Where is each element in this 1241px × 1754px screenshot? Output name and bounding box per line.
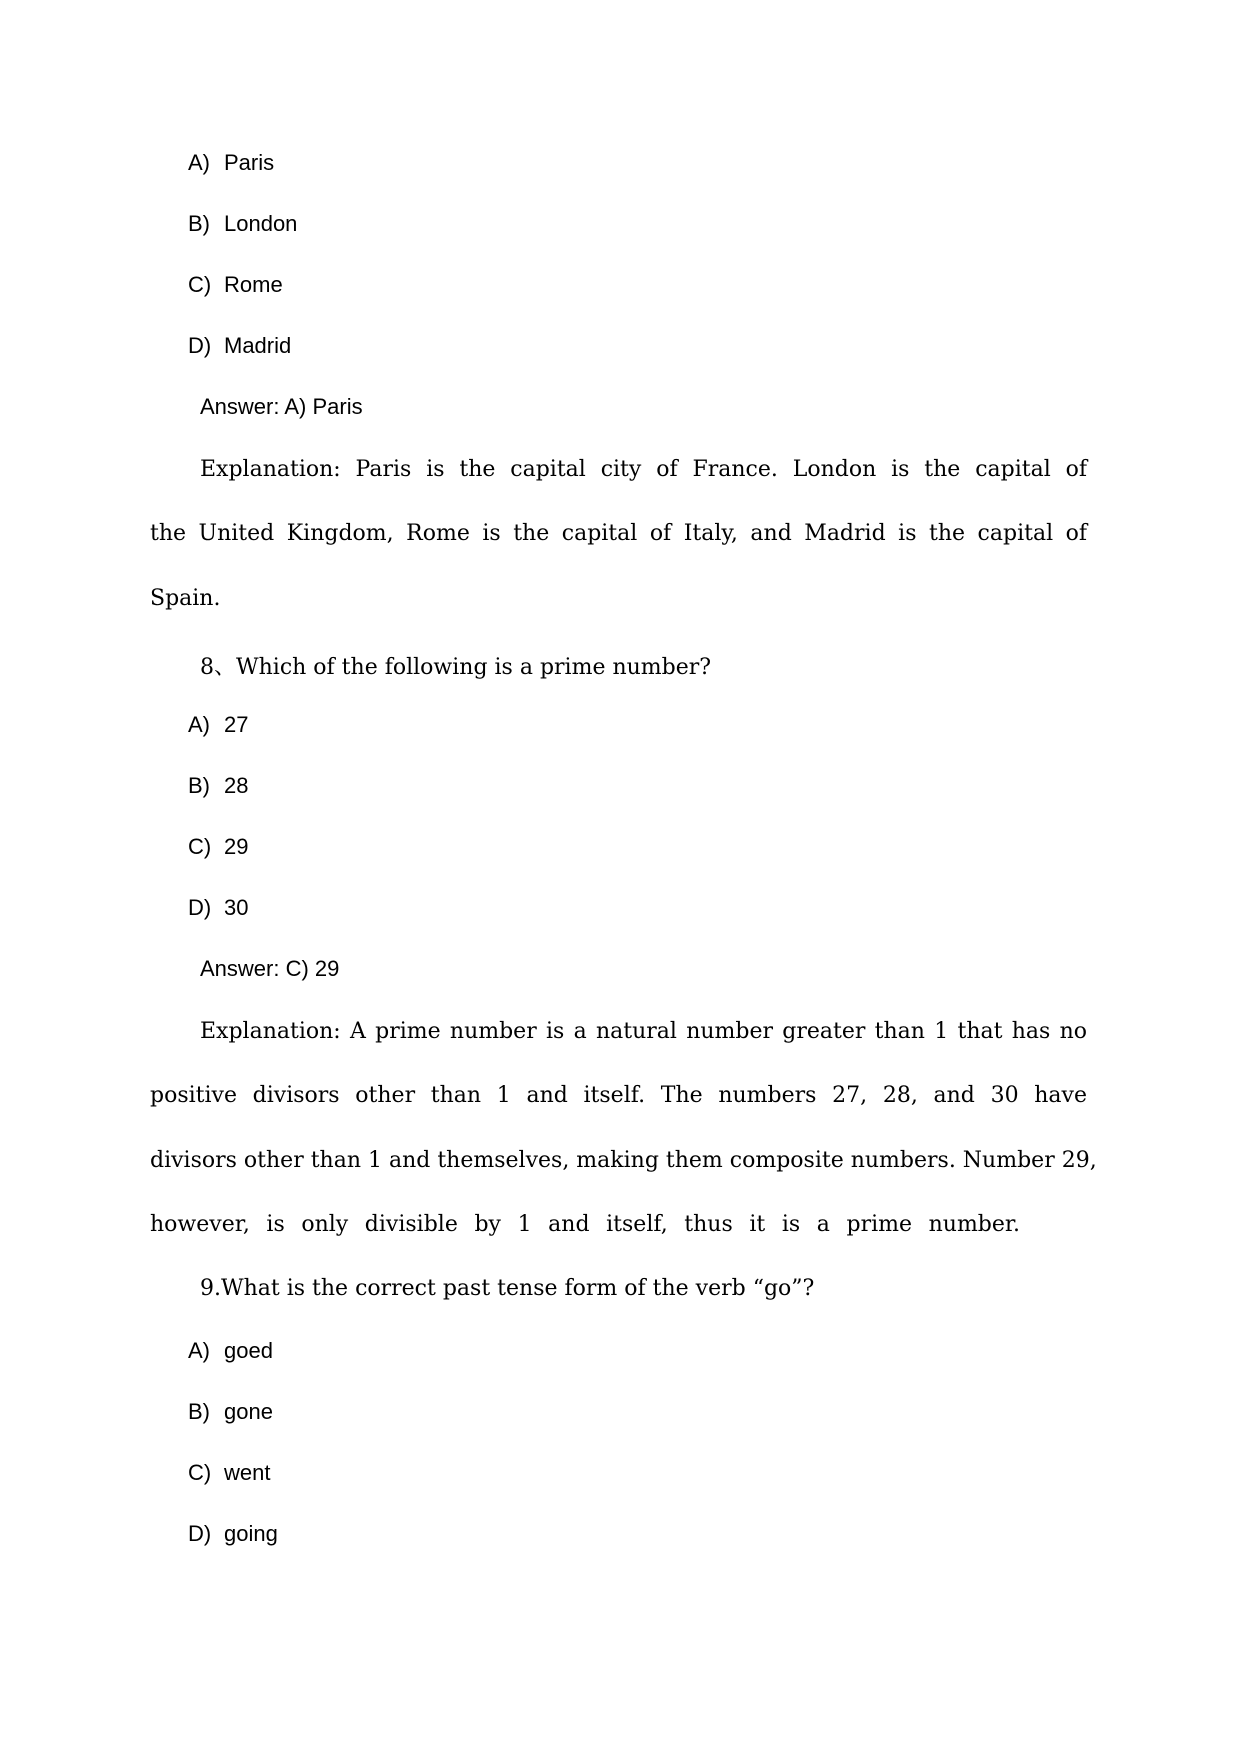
option-letter: C) (188, 1460, 212, 1485)
option-letter: A) (188, 150, 210, 175)
option-text: 29 (224, 834, 249, 859)
option-text: London (224, 211, 298, 236)
q9-option-b (188, 1399, 273, 1425)
option-letter: A) (188, 712, 210, 737)
option-text: went (224, 1460, 271, 1485)
option-letter: A) (188, 1338, 210, 1363)
option-letter: D) (188, 1521, 212, 1546)
q8-option-b (188, 773, 248, 799)
option-text: 27 (224, 712, 249, 737)
q8-option-c (188, 834, 248, 860)
option-letter: B) (188, 211, 210, 236)
q9-option-d (188, 1521, 278, 1547)
q7-option-c (188, 272, 283, 298)
q8-option-a (188, 712, 248, 738)
q7-explanation-line-2: the United Kingdom, Rome is the capital of Italy, and Madrid is the capital of (150, 521, 1087, 546)
q7-answer: Answer: A) Paris (200, 394, 363, 419)
option-letter: C) (188, 272, 212, 297)
option-letter: B) (188, 1399, 210, 1424)
q8-option-d (188, 895, 248, 921)
q9-option-a (188, 1338, 273, 1364)
q9-option-c (188, 1460, 270, 1486)
q7-option-b (188, 211, 297, 237)
option-letter: B) (188, 773, 210, 798)
q7-explanation-line-3: Spain. (150, 586, 221, 611)
q8-explanation-line-2: positive divisors other than 1 and itself. The numbers 27, 28, and 30 have (150, 1083, 1087, 1108)
option-text: Paris (224, 150, 275, 175)
option-letter: C) (188, 834, 212, 859)
q7-explanation-line-1: Explanation: Paris is the capital city of France. London is the capital of (200, 457, 1087, 482)
option-letter: D) (188, 333, 212, 358)
option-letter: D) (188, 895, 212, 920)
option-text: Madrid (224, 333, 292, 358)
option-text: 28 (224, 773, 249, 798)
q7-option-a (188, 150, 274, 176)
q8-explanation-line-3: divisors other than 1 and themselves, making them composite numbers. Number 29, (150, 1148, 1097, 1173)
option-text: gone (224, 1399, 273, 1424)
q8-explanation-line-1: Explanation: A prime number is a natural number greater than 1 that has no (200, 1019, 1087, 1044)
q7-option-d (188, 333, 291, 359)
option-text: Rome (224, 272, 283, 297)
option-text: goed (224, 1338, 273, 1363)
option-text: 30 (224, 895, 249, 920)
q8-answer: Answer: C) 29 (200, 956, 340, 981)
q8-question: 8、Which of the following is a prime number? (200, 655, 712, 680)
q8-explanation-line-4: however, is only divisible by 1 and itself, thus it is a prime number. (150, 1212, 1020, 1237)
option-text: going (224, 1521, 278, 1546)
q9-question: 9.What is the correct past tense form of the verb “go”? (200, 1276, 815, 1301)
